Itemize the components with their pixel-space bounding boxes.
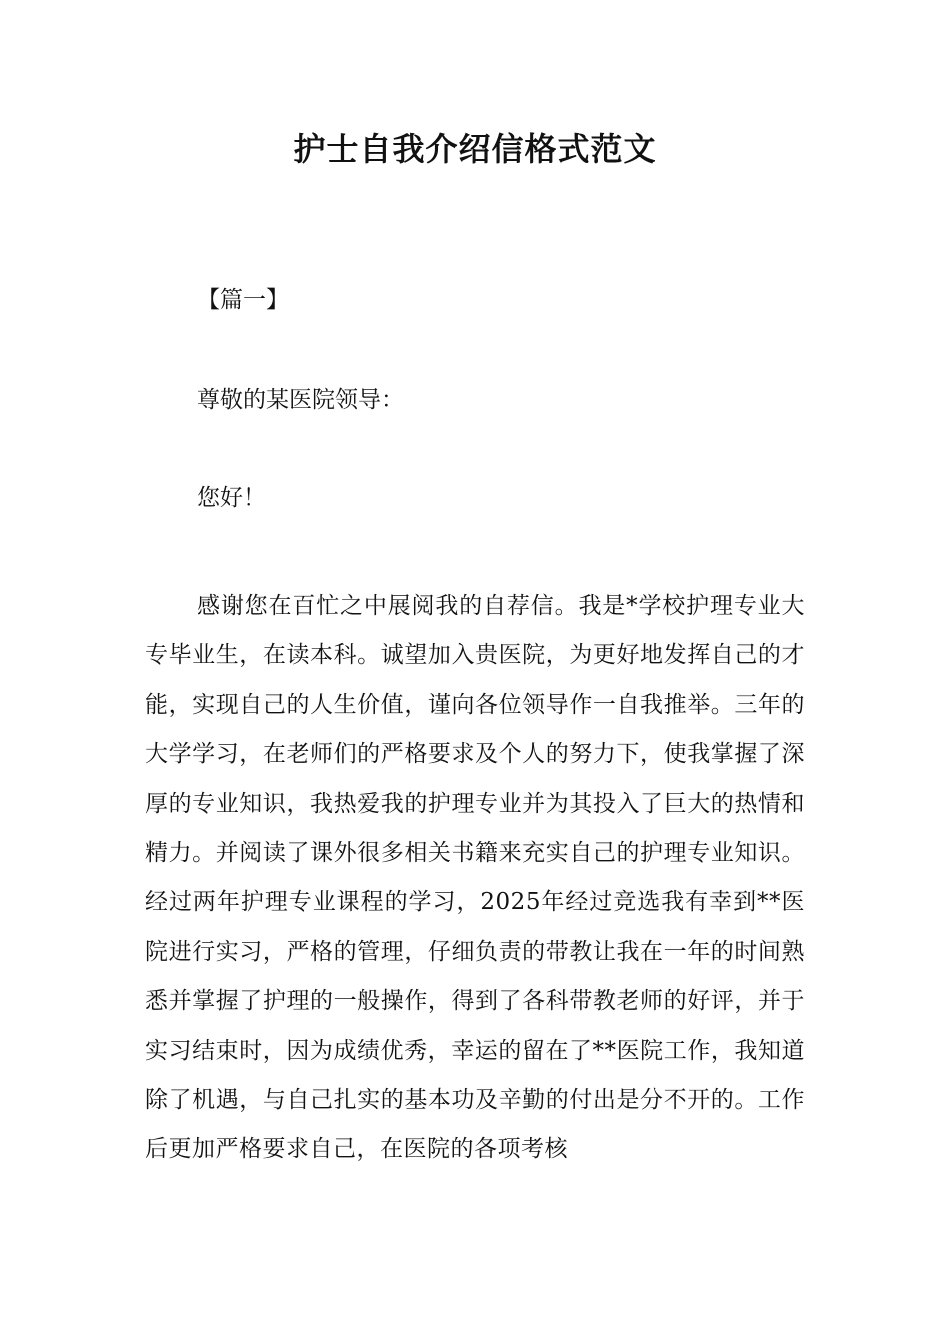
letter-salutation: 尊敬的某医院领导： [197,387,404,413]
letter-body-paragraph: 感谢您在百忙之中展阅我的自荐信。我是*学校护理专业大专毕业生，在读本科。诚望加入贵医院，为更好地发挥自己的才能，实现自己的人生价值，谨向各位领导作一自我推举。三年的大学学习，在老师们的严格要求及个人的努力下，使我掌握了深厚的专业知识，我热爱我的护理专业并为其投入了巨大的热情和精力。并阅读了课外很多相关书籍来充实自己的护理专业知识。经过两年护理专业课程的学习，2025年经过竞选我有幸到**医院进行实习，严格的管理，仔细负责的带教让我在一年的时间熟悉并掌握了护理的一般操作，得到了各科带教老师的好评，并于实习结束时，因为成绩优秀，幸运的留在了**医院工作，我知道除了机遇，与自己扎实的基本功及辛勤的付出是分不开的。工作后更加严格要求自己，在医院的各项考核 [145,593,805,1163]
section-heading: 【篇一】 [197,287,289,313]
letter-greeting: 您好！ [197,485,266,511]
document-title: 护士自我介绍信格式范文 [293,130,657,168]
